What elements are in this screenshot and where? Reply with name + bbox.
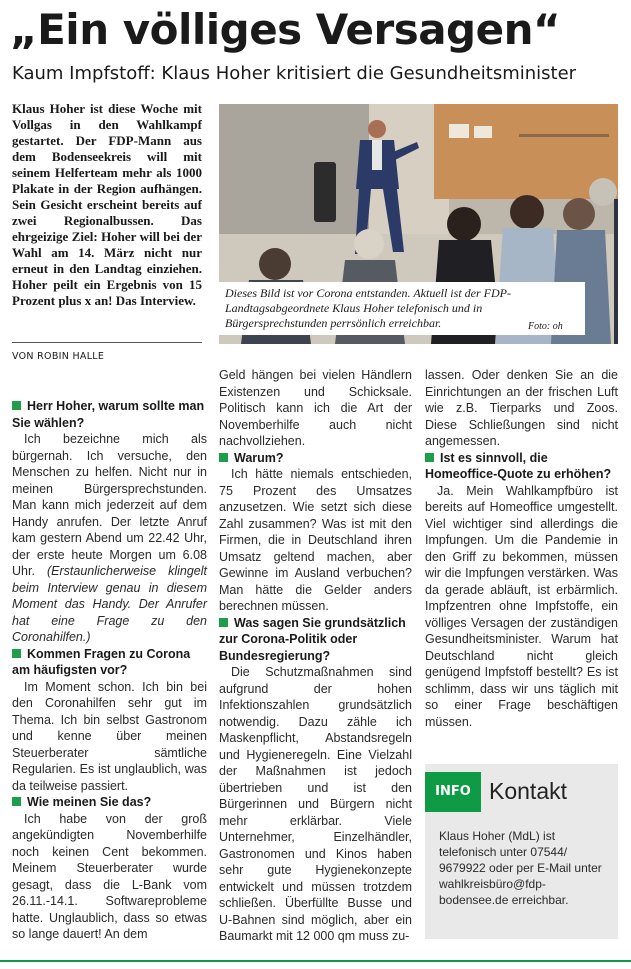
info-box — [425, 764, 618, 939]
interview-answer: Ich habe von der groß angekündigten Novemberhilfe noch keinen Cent bekommen. Meinem Steuerberater wurde gesagt, dass die L-Bank vom 26.11.-14.1. Softwareprobleme hatte. Unglaublich, dass so etwas so lange dauert! An dem — [12, 811, 207, 941]
editorial-note: (Erstaunlicherweise klingelt beim Interview genau in diesem Moment das Handy. Der Anrufer hat eine Frage zu den Coronahilfen.) — [12, 564, 207, 644]
article-column-3 — [425, 367, 618, 730]
interview-answer — [12, 431, 207, 646]
photo-credit: Foto: oh — [528, 321, 563, 332]
contact-text: Klaus Hoher (MdL) ist telefonisch unter 07544/ 9679922 oder per E-Mail unter wahlkreisbüro@fdp-bodensee.de erreichbar. — [439, 829, 602, 907]
article-column-2 — [219, 367, 412, 945]
bottom-rule — [0, 960, 631, 962]
subheadline: Kaum Impfstoff: Klaus Hoher kritisiert die Gesundheitsminister — [12, 63, 577, 84]
answer-text: Ich bezeichne mich als bürgernah. Ich versuche, den Menschen zu helfen. Nicht nur in meinen Bürgersprechstunden. Man kann mich jederzeit auf dem Handy anrufen. Der letzte Anruf kam gestern Abend um 22.42 Uhr, der erste heute Morgen um 6.08 Uhr. — [12, 432, 207, 578]
interview-question: Warum? — [219, 450, 412, 467]
interview-question: Kommen Fragen zu Corona am häufigsten vor? — [12, 646, 207, 679]
interview-question: Was sagen Sie grundsätzlich zur Corona-Politik oder Bundesregierung? — [219, 615, 412, 665]
interview-question: Ist es sinnvoll, die Homeoffice-Quote zu erhöhen? — [425, 450, 618, 483]
photo-caption: Dieses Bild ist vor Corona entstanden. Aktuell ist der FDP-Landtagsabgeordnete Klaus Hoher telefonisch und in Bürgersprechstunden perrsönlich erreichbar. — [219, 282, 585, 335]
interview-answer: Die Schutzmaßnahmen sind aufgrund der hohen Infektionszahlen grundsätzlich notwendig. Dazu zähle ich Maskenpflicht, Abstandsregeln und Hygieneregeln. Eine Vielzahl der Maßnahmen ist jedoch übertrieben und ist den Bürgerinnen und Bürgern nicht mehr erklärbar. Viele Unternehmer, Einzelhändler, Gastronomen und Kinos haben sehr gute Hygienekonzepte entwickelt und müssen trotzdem schließen. Überfüllte Busse und U-Bahnen sind möglich, aber ein Baumarkt mit 12 000 qm muss zu- — [219, 665, 412, 943]
interview-question: Herr Hoher, warum sollte man Sie wählen? — [12, 398, 207, 431]
interview-answer: Geld hängen bei vielen Händlern Existenzen und Schicksale. Politisch kann ich die Art der Novemberhilfe auch nicht nachvollziehen. — [219, 368, 412, 448]
interview-question: Wie meinen Sie das? — [12, 794, 207, 811]
interview-answer: lassen. Oder denken Sie an die Einrichtungen an der frischen Luft wie z.B. Tierparks und Zoos. Diese Schließungen sind nicht angemessen. — [425, 368, 618, 448]
headline: „Ein völliges Versagen“ — [10, 5, 561, 54]
interview-answer: Ich hätte niemals entschieden, 75 Prozent des Umsatzes anzusetzen. Wie setzt sich diese Zahl zusammen? Was ist mit den Firmen, die in Deutschland ihren Umsatz geltend machen, aber Gewinne im Ausland verbuchen? Man hätte die Gelder anders berechnen müssen. — [219, 467, 412, 613]
divider — [12, 342, 202, 343]
info-tag: INFO — [425, 772, 481, 812]
author-byline: VON ROBIN HALLE — [12, 351, 105, 362]
lead-paragraph: Klaus Hoher ist diese Woche mit Vollgas in den Wahlkampf gestartet. Der FDP-Mann aus dem Bodenseekreis will mit seinem Helferteam mehr als 1000 Plakate in der Region aufhängen. Sein Gesicht erscheint bereits auf zwei Regionalbussen. Das ehrgeizige Ziel: Hoher will bei der Wahl am 14. März nicht nur erneut in den Landtag einziehen. Hoher peilt ein Ergebnis von 15 Prozent plus x an! Das Interview. — [12, 101, 202, 308]
article-column-1 — [12, 398, 207, 943]
info-title: Kontakt — [489, 778, 567, 804]
interview-answer: Im Moment schon. Ich bin bei den Coronahilfen sehr gut im Thema. Ich bin selbst Gastronom und kenne über meinen Steuerberater sämtliche Regularien. Es ist unglaublich, was da teilweise passiert. — [12, 679, 207, 793]
interview-answer: Ja. Mein Wahlkampfbüro ist bereits auf Homeoffice umgestellt. Viel wichtiger sind allerdings die Impfungen. Um die Pandemie in den Griff zu bekommen, müssen wir die Impfungen verstärken. Was da gerade abläuft, ist erbärmlich. Impfzentren ohne Impfstoffe, ein völliges Versagen der zuständigen Gesundheitsminister. Warum hat Deutschland nicht gleich genügend Impfstoff bestellt? Es ist schlimm, dass wir uns täglich mit so einer Frage beschäftigen müssen. — [425, 483, 618, 729]
